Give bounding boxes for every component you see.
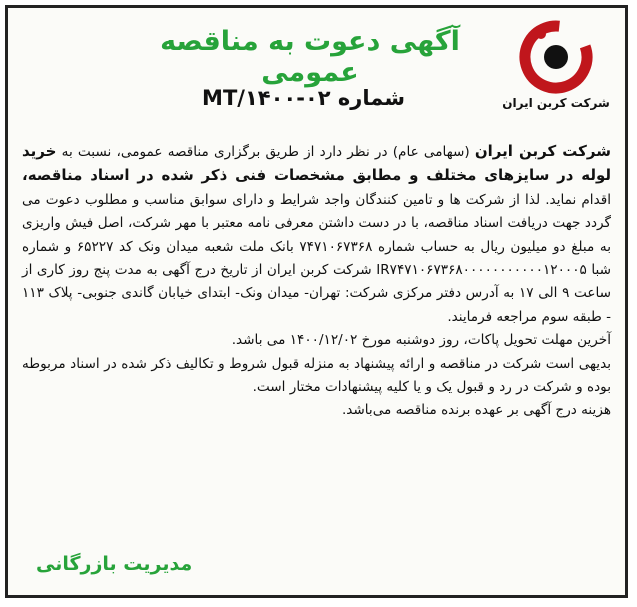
notice-title: آگهی دعوت به مناقصه عمومی — [160, 26, 460, 88]
paragraph-main-text: (سهامی عام) در نظر دارد از طریق برگزاری مناقصه عمومی، نسبت به — [56, 144, 475, 160]
company-logo — [497, 20, 615, 120]
logo-company-label: شرکت کربن ایران — [502, 96, 610, 110]
signature: مدیریت بازرگانی — [36, 553, 193, 575]
tender-subject: خرید لوله در سایزهای مختلف و مطابق مشخصات فنی ذکر شده در اسناد مناقصه، — [22, 142, 611, 185]
terms-paragraph: بدیهی است شرکت در مناقصه و ارائه پیشنهاد به منزله قبول شروط و تکالیف ذکر شده در اسناد مربوطه بوده و شرکت در رد و قبول یک و یا کلیه پیشنهادات مختار است. — [22, 355, 611, 396]
paragraph-main — [22, 140, 611, 329]
carbon-ring-logo-icon — [519, 20, 593, 94]
notice-header — [8, 8, 625, 128]
notice-body — [22, 140, 611, 423]
notice-frame — [5, 5, 628, 598]
deadline-paragraph: آخرین مهلت تحویل پاکات، روز دوشنبه مورخ ۱۴۰۰/۱۲/۰۲ می باشد. — [231, 332, 611, 349]
paragraph-main-tail: اقدام نماید. لذا از شرکت ها و تامین کنندگان واجد شرایط و دارای سوابق مناسب و مطلوب دعوت می گردد جهت دریافت اسناد مناقصه، با در دست داشتن معرفی نامه معتبر با مهر شرکت، اصل فیش واریزی به مبلغ دو میلیون ریال به حساب شماره ۷۴۷۱۰۶۷۳۶۸ بانک ملت شعبه میدان ونک کد ۶۵۲۲۷ و شماره شبا IR۷۴۷۱۰۶۷۳۶۸۰۰۰۰۰۰۰۰۰۰۰۱۲۰۰۰۵ شرکت کربن ایران از تاریخ درج آگهی به مدت پنج روز کاری از ساعت ۹ الی ۱۷ به آدرس دفتر مرکزی شرکت: تهران- میدان ونک- ابتدای خیابان گاندی جنوبی- پلاک ۱۱۳ - طبقه سوم مراجعه فرمایند. — [22, 191, 612, 325]
notice-number: شماره ۰۲-MT/۱۴۰۰ — [202, 86, 405, 110]
company-name: شرکت کربن ایران — [474, 142, 611, 160]
cost-paragraph: هزینه درج آگهی بر عهده برنده مناقصه می‌باشد. — [341, 402, 611, 419]
